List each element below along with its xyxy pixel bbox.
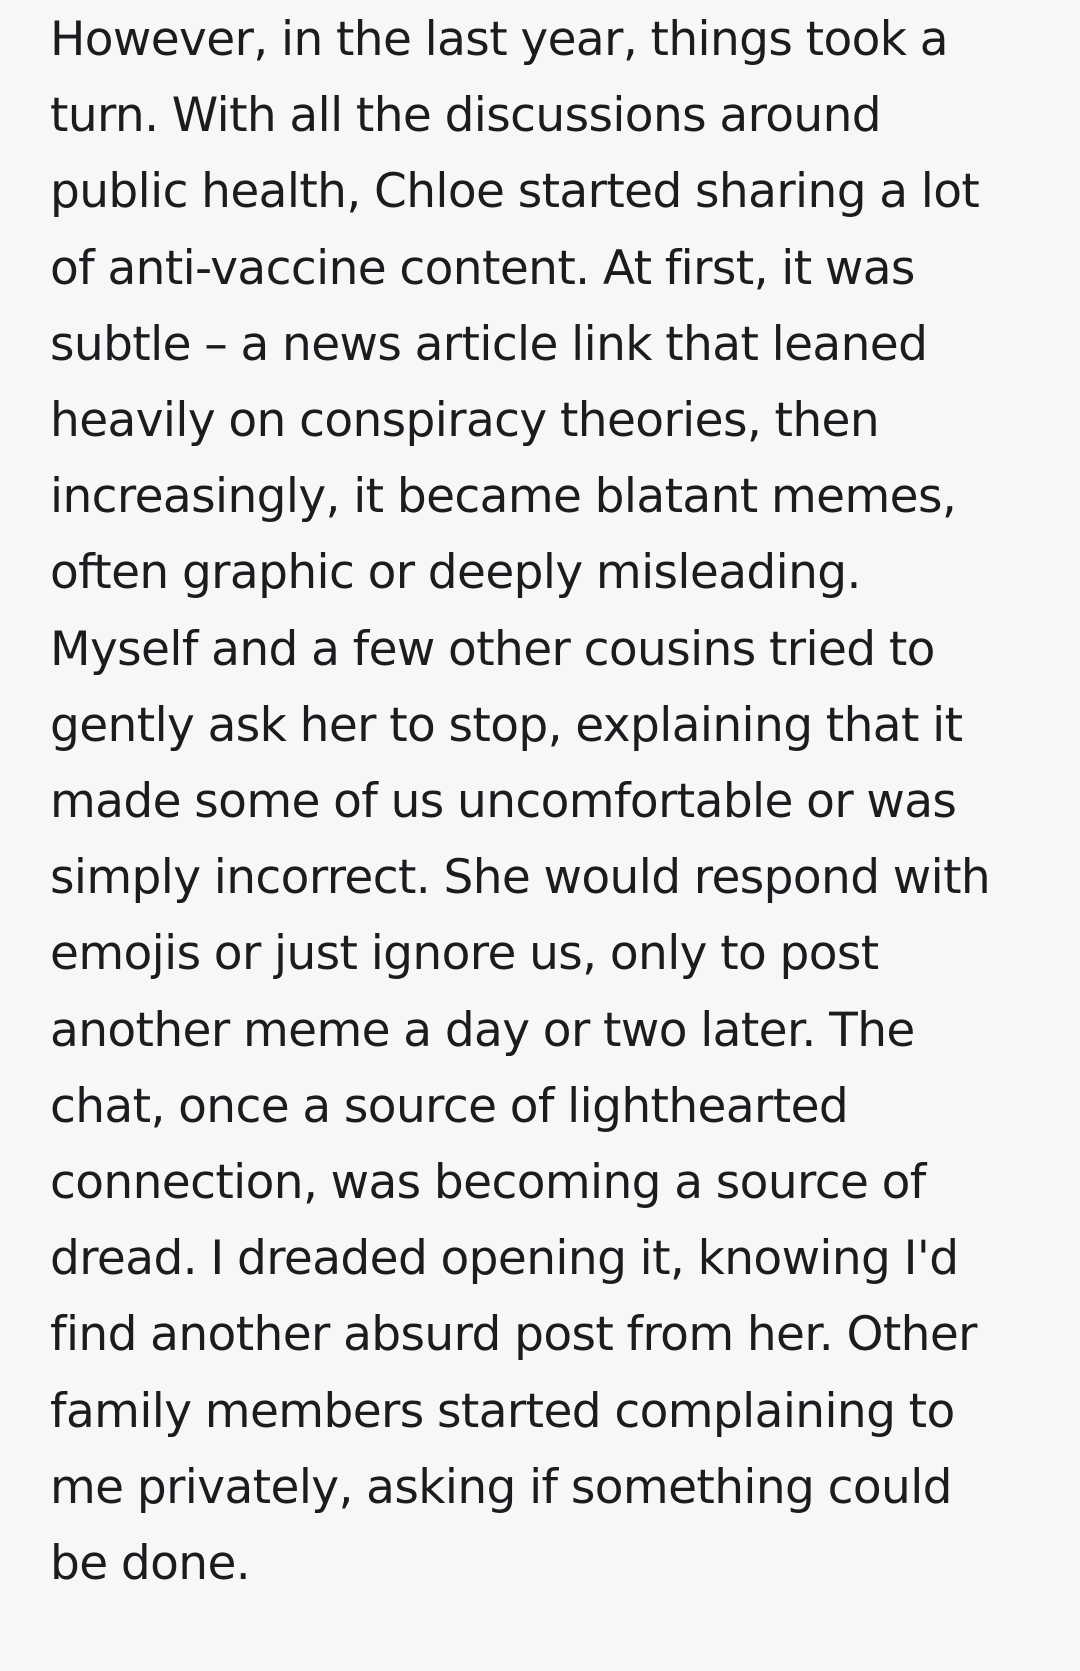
- paragraph-line: heavily on conspiracy theories, then: [50, 393, 880, 449]
- paragraph-line: family members started complaining to: [50, 1383, 955, 1439]
- paragraph-line: subtle – a news article link that leaned: [50, 316, 928, 372]
- paragraph-line: of anti-vaccine content. At first, it was: [50, 240, 915, 296]
- paragraph-line: made some of us uncomfortable or was: [50, 774, 957, 830]
- paragraph-line: gently ask her to stop, explaining that it: [50, 697, 963, 753]
- paragraph-line: me privately, asking if something could: [50, 1459, 952, 1515]
- paragraph-line: be done.: [50, 1536, 251, 1592]
- story-paragraph: [50, 2, 1040, 1602]
- paragraph-line: However, in the last year, things took a: [50, 12, 948, 67]
- paragraph-line: dread. I dreaded opening it, knowing I'd: [50, 1231, 959, 1287]
- paragraph-line: emojis or just ignore us, only to post: [50, 926, 879, 982]
- paragraph-line: turn. With all the discussions around: [50, 88, 882, 144]
- paragraph-line: chat, once a source of lighthearted: [50, 1078, 849, 1134]
- paragraph-line: often graphic or deeply misleading.: [50, 545, 861, 601]
- paragraph-line: simply incorrect. She would respond with: [50, 850, 991, 906]
- paragraph-line: Myself and a few other cousins tried to: [50, 621, 935, 677]
- paragraph-line: increasingly, it became blatant memes,: [50, 469, 957, 525]
- paragraph-line: another meme a day or two later. The: [50, 1002, 915, 1058]
- paragraph-line: public health, Chloe started sharing a lot: [50, 164, 980, 220]
- paragraph-line: connection, was becoming a source of: [50, 1155, 926, 1211]
- paragraph-line: find another absurd post from her. Other: [50, 1307, 977, 1363]
